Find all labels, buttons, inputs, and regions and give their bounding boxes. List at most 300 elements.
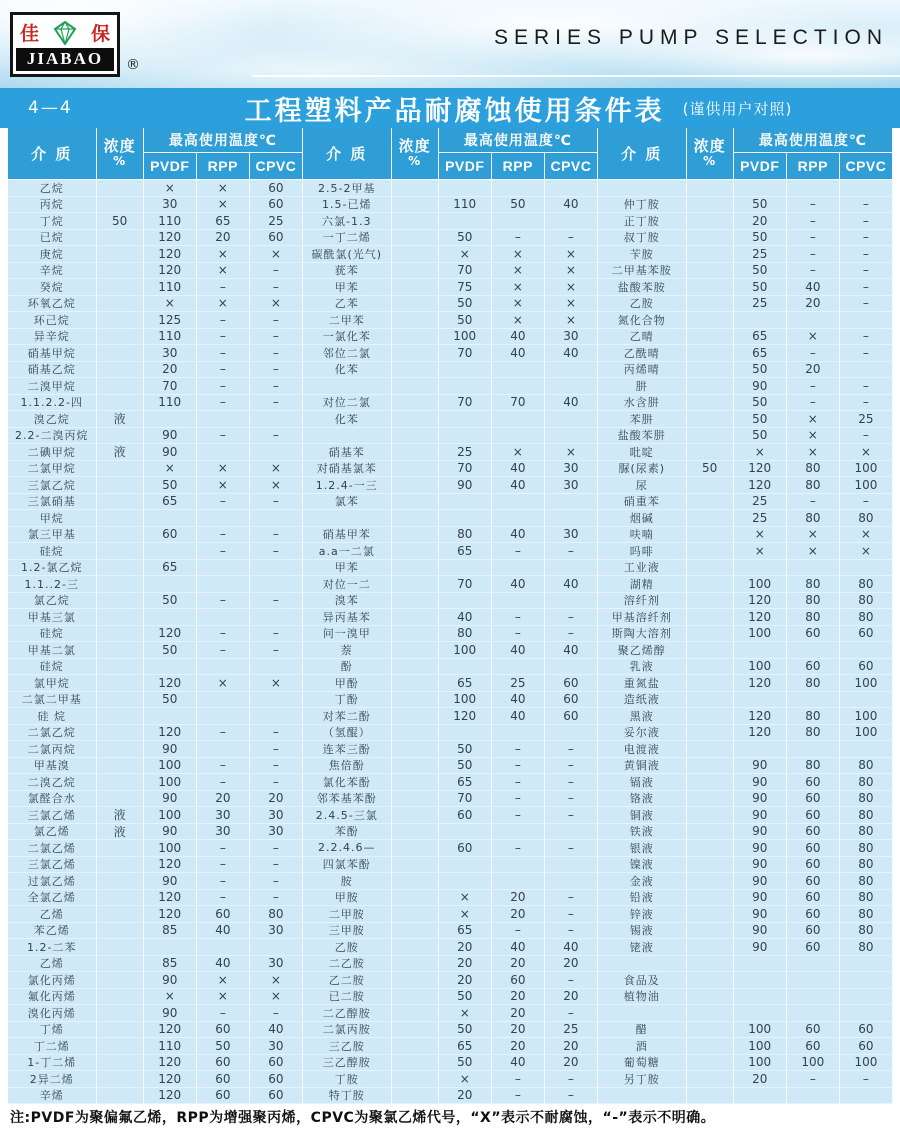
rpp-cell: 60 <box>787 1038 840 1055</box>
rpp-cell: – <box>492 230 545 247</box>
pvdf-cell: 100 <box>734 1038 787 1055</box>
concentration-cell <box>687 1038 734 1055</box>
medium-cell: 莸苯 <box>303 263 392 280</box>
cpvc-cell: 20 <box>545 1038 598 1055</box>
concentration-cell <box>97 560 144 577</box>
medium-cell: 金液 <box>598 873 687 890</box>
cpvc-cell: × <box>840 527 893 544</box>
pvdf-cell <box>734 956 787 973</box>
concentration-cell: 50 <box>687 461 734 478</box>
rpp-cell <box>197 692 250 709</box>
medium-cell: 辛烯 <box>8 1088 97 1105</box>
cpvc-cell: × <box>545 263 598 280</box>
medium-cell: 二甲胺 <box>303 906 392 923</box>
medium-cell: 湖精 <box>598 576 687 593</box>
pvdf-cell: 50 <box>734 230 787 247</box>
medium-cell: 聚乙烯醇 <box>598 642 687 659</box>
rpp-cell <box>197 741 250 758</box>
pvdf-cell: 75 <box>439 279 492 296</box>
pvdf-cell: 90 <box>144 824 197 841</box>
cpvc-cell: – <box>840 494 893 511</box>
medium-cell: 邻苯基苯酚 <box>303 791 392 808</box>
cpvc-cell: – <box>545 972 598 989</box>
cpvc-cell: 40 <box>545 642 598 659</box>
cpvc-cell: 40 <box>545 345 598 362</box>
pvdf-cell: × <box>439 1071 492 1088</box>
medium-cell: 乙烯 <box>8 956 97 973</box>
pvdf-cell: 100 <box>144 807 197 824</box>
cpvc-cell: × <box>545 444 598 461</box>
pvdf-cell <box>144 708 197 725</box>
cpvc-cell: 80 <box>840 807 893 824</box>
concentration-cell <box>687 1055 734 1072</box>
pvdf-cell <box>734 989 787 1006</box>
rpp-cell: 60 <box>787 906 840 923</box>
rpp-cell: – <box>197 873 250 890</box>
pvdf-cell: 90 <box>734 791 787 808</box>
concentration-cell <box>97 461 144 478</box>
page-subtitle: (谨供用户对照) <box>682 99 793 118</box>
rpp-cell: 40 <box>492 527 545 544</box>
pvdf-cell: 50 <box>439 989 492 1006</box>
medium-cell: 酒 <box>598 1038 687 1055</box>
pvdf-cell: 50 <box>734 263 787 280</box>
cpvc-cell: – <box>840 213 893 230</box>
rpp-cell: – <box>787 395 840 412</box>
medium-cell: 1.5-已烯 <box>303 197 392 214</box>
concentration-cell <box>392 477 439 494</box>
rpp-cell <box>197 576 250 593</box>
pvdf-cell: 25 <box>734 246 787 263</box>
pvdf-cell: 50 <box>734 428 787 445</box>
concentration-cell <box>97 543 144 560</box>
medium-cell <box>598 1088 687 1105</box>
concentration-cell <box>687 263 734 280</box>
medium-cell: 硅烷 <box>8 543 97 560</box>
pvdf-cell: 25 <box>439 444 492 461</box>
pvdf-cell <box>439 560 492 577</box>
rpp-cell: – <box>197 725 250 742</box>
medium-cell: 氯乙烷 <box>8 593 97 610</box>
rpp-cell: × <box>787 543 840 560</box>
medium-cell: 甲苯 <box>303 279 392 296</box>
pvdf-cell: 50 <box>734 411 787 428</box>
cpvc-cell: 80 <box>250 906 303 923</box>
medium-cell: 脲(尿素) <box>598 461 687 478</box>
concentration-cell <box>392 758 439 775</box>
medium-cell: 硝基甲烷 <box>8 345 97 362</box>
cpvc-cell: 60 <box>250 180 303 197</box>
medium-cell: 三氯乙烯 <box>8 857 97 874</box>
temp-title: 最高使用温度℃ <box>439 128 598 153</box>
medium-cell: 三乙胺 <box>303 1038 392 1055</box>
rpp-cell: 20 <box>197 791 250 808</box>
cpvc-cell <box>545 428 598 445</box>
concentration-cell <box>97 263 144 280</box>
sky-banner <box>0 0 900 88</box>
rpp-cell: 30 <box>197 824 250 841</box>
medium-cell: a.a一二氯 <box>303 543 392 560</box>
concentration-cell <box>687 444 734 461</box>
cpvc-cell: – <box>545 1005 598 1022</box>
col-header-cpvc: CPVC <box>545 153 598 180</box>
cpvc-cell: × <box>250 246 303 263</box>
pvdf-cell <box>439 510 492 527</box>
pvdf-cell: 65 <box>439 543 492 560</box>
rpp-cell: 60 <box>787 791 840 808</box>
rpp-cell <box>197 560 250 577</box>
rpp-cell: – <box>197 857 250 874</box>
cpvc-cell: – <box>250 345 303 362</box>
medium-cell: 斯陶大溶剂 <box>598 626 687 643</box>
medium-cell: 二氯二甲基 <box>8 692 97 709</box>
cpvc-cell: – <box>250 543 303 560</box>
pvdf-cell: 70 <box>439 263 492 280</box>
pvdf-cell: 100 <box>439 329 492 346</box>
cpvc-cell: 80 <box>840 510 893 527</box>
concentration-cell <box>97 741 144 758</box>
cpvc-cell <box>545 560 598 577</box>
medium-cell: 乳液 <box>598 659 687 676</box>
cpvc-cell: – <box>250 741 303 758</box>
conc-unit: % <box>703 154 717 169</box>
cpvc-cell: 60 <box>545 708 598 725</box>
cpvc-cell: 100 <box>840 477 893 494</box>
rpp-cell: – <box>492 758 545 775</box>
concentration-cell <box>97 378 144 395</box>
cpvc-cell: – <box>545 626 598 643</box>
concentration-cell <box>392 395 439 412</box>
cpvc-cell: 80 <box>840 758 893 775</box>
cpvc-cell: – <box>545 890 598 907</box>
table-body <box>8 180 893 1104</box>
medium-cell: 烟碱 <box>598 510 687 527</box>
cpvc-cell <box>545 824 598 841</box>
concentration-cell <box>687 279 734 296</box>
rpp-cell: 80 <box>787 477 840 494</box>
concentration-cell <box>687 824 734 841</box>
cpvc-cell: 30 <box>250 956 303 973</box>
medium-cell: 铑液 <box>598 939 687 956</box>
cpvc-cell: 20 <box>545 1055 598 1072</box>
pvdf-cell: 100 <box>144 774 197 791</box>
pvdf-cell: 50 <box>144 477 197 494</box>
cpvc-cell: 60 <box>250 1071 303 1088</box>
pvdf-cell: 120 <box>439 708 492 725</box>
pvdf-cell: 50 <box>734 279 787 296</box>
pvdf-cell: 100 <box>144 840 197 857</box>
rpp-cell: 100 <box>787 1055 840 1072</box>
rpp-cell: × <box>787 428 840 445</box>
concentration-cell <box>392 230 439 247</box>
concentration-cell <box>97 1071 144 1088</box>
pvdf-cell: 100 <box>144 758 197 775</box>
concentration-cell <box>392 725 439 742</box>
col-header-pvdf: PVDF <box>144 153 197 180</box>
cpvc-cell: × <box>250 477 303 494</box>
cpvc-cell: – <box>250 312 303 329</box>
concentration-cell <box>392 939 439 956</box>
concentration-cell <box>97 230 144 247</box>
medium-cell: 碳酰氯(光气) <box>303 246 392 263</box>
cpvc-cell: – <box>250 378 303 395</box>
cpvc-cell: – <box>840 230 893 247</box>
concentration-cell <box>392 197 439 214</box>
rpp-cell <box>492 560 545 577</box>
medium-cell: 氯化丙烯 <box>8 972 97 989</box>
pvdf-cell <box>439 411 492 428</box>
medium-cell: 问一溴甲 <box>303 626 392 643</box>
pvdf-cell <box>144 659 197 676</box>
cpvc-cell: – <box>250 279 303 296</box>
pvdf-cell <box>439 857 492 874</box>
cpvc-cell: × <box>840 444 893 461</box>
pvdf-cell: 120 <box>144 857 197 874</box>
rpp-cell: – <box>197 593 250 610</box>
pvdf-cell: 120 <box>144 675 197 692</box>
rpp-cell: – <box>197 1005 250 1022</box>
pvdf-cell: 50 <box>439 741 492 758</box>
pvdf-cell: 110 <box>144 329 197 346</box>
medium-cell: 化苯 <box>303 411 392 428</box>
pvdf-cell: 25 <box>734 296 787 313</box>
cpvc-cell <box>840 741 893 758</box>
medium-cell: 盐酸苯胺 <box>598 279 687 296</box>
medium-cell <box>598 180 687 197</box>
medium-cell: 二溴甲烷 <box>8 378 97 395</box>
medium-cell: 二甲基苯胺 <box>598 263 687 280</box>
concentration-cell <box>97 279 144 296</box>
concentration-cell <box>392 873 439 890</box>
concentration-cell: 液 <box>97 411 144 428</box>
concentration-cell <box>392 626 439 643</box>
title-bar <box>0 88 900 128</box>
rpp-cell: × <box>492 444 545 461</box>
rpp-cell: – <box>197 890 250 907</box>
rpp-cell: 80 <box>787 675 840 692</box>
cpvc-cell: 100 <box>840 1055 893 1072</box>
concentration-cell <box>687 411 734 428</box>
pvdf-cell: 125 <box>144 312 197 329</box>
medium-cell: 三氯硝基 <box>8 494 97 511</box>
concentration-cell <box>392 906 439 923</box>
rpp-cell: 60 <box>197 1088 250 1105</box>
pvdf-cell: 90 <box>734 873 787 890</box>
pvdf-cell: 65 <box>439 774 492 791</box>
cpvc-cell: 100 <box>840 675 893 692</box>
concentration-cell <box>392 560 439 577</box>
concentration-cell <box>687 543 734 560</box>
medium-cell: 乙酰晴 <box>598 345 687 362</box>
cpvc-cell: – <box>250 494 303 511</box>
cpvc-cell: – <box>545 1071 598 1088</box>
concentration-cell <box>687 395 734 412</box>
concentration-cell <box>97 642 144 659</box>
rpp-cell <box>787 972 840 989</box>
medium-cell: 尿 <box>598 477 687 494</box>
col-header-concentration <box>687 128 734 180</box>
pvdf-cell: 80 <box>439 626 492 643</box>
concentration-cell <box>97 906 144 923</box>
pvdf-cell: 120 <box>144 890 197 907</box>
medium-cell: 植物油 <box>598 989 687 1006</box>
concentration-cell <box>97 1022 144 1039</box>
medium-cell: 氯醛合水 <box>8 791 97 808</box>
rpp-cell <box>197 659 250 676</box>
pvdf-cell: 120 <box>734 593 787 610</box>
rpp-cell <box>787 180 840 197</box>
cpvc-cell: 80 <box>840 609 893 626</box>
cpvc-cell: 30 <box>545 329 598 346</box>
medium-cell: 六氯-1.3 <box>303 213 392 230</box>
cpvc-cell <box>840 1088 893 1105</box>
medium-cell: 另丁胺 <box>598 1071 687 1088</box>
medium-cell: 二氯丙胺 <box>303 1022 392 1039</box>
col-header-medium: 介 质 <box>303 128 392 180</box>
rpp-cell: 60 <box>787 824 840 841</box>
rpp-cell: 20 <box>492 906 545 923</box>
conc-unit: % <box>113 154 127 169</box>
cpvc-cell <box>250 444 303 461</box>
concentration-cell <box>97 395 144 412</box>
cpvc-cell <box>840 642 893 659</box>
concentration-cell <box>392 312 439 329</box>
rpp-cell: × <box>197 246 250 263</box>
rpp-cell: 40 <box>492 692 545 709</box>
medium-cell: 乙胺 <box>598 296 687 313</box>
rpp-cell <box>492 593 545 610</box>
rpp-cell: × <box>197 972 250 989</box>
rpp-cell: × <box>197 477 250 494</box>
concentration-cell <box>687 857 734 874</box>
medium-cell: 已烷 <box>8 230 97 247</box>
medium-cell: 氮化合物 <box>598 312 687 329</box>
rpp-cell <box>197 444 250 461</box>
medium-cell: 对位一二 <box>303 576 392 593</box>
cpvc-cell: × <box>840 543 893 560</box>
medium-cell: 镍液 <box>598 857 687 874</box>
concentration-cell <box>97 972 144 989</box>
pvdf-cell: 70 <box>439 576 492 593</box>
cpvc-cell: × <box>250 989 303 1006</box>
medium-cell: 对位二氯 <box>303 395 392 412</box>
rpp-cell: – <box>197 329 250 346</box>
concentration-cell <box>97 873 144 890</box>
pvdf-cell: 120 <box>734 725 787 742</box>
medium-cell: 氯三甲基 <box>8 527 97 544</box>
medium-cell: 食品及 <box>598 972 687 989</box>
concentration-cell <box>687 213 734 230</box>
concentration-cell <box>687 428 734 445</box>
medium-cell: 乙烷 <box>8 180 97 197</box>
rpp-cell: – <box>787 345 840 362</box>
cpvc-cell <box>840 972 893 989</box>
concentration-cell <box>97 246 144 263</box>
concentration-cell <box>687 626 734 643</box>
cpvc-cell: 20 <box>250 791 303 808</box>
concentration-cell <box>392 741 439 758</box>
rpp-cell: – <box>197 626 250 643</box>
cpvc-cell: – <box>250 1005 303 1022</box>
rpp-cell: 60 <box>787 840 840 857</box>
rpp-cell: × <box>197 263 250 280</box>
rpp-cell: – <box>197 758 250 775</box>
concentration-cell <box>687 345 734 362</box>
pvdf-cell: 100 <box>734 576 787 593</box>
medium-cell: 1-丁二烯 <box>8 1055 97 1072</box>
rpp-cell: 70 <box>492 395 545 412</box>
medium-cell: 辛烷 <box>8 263 97 280</box>
medium-cell: 丁烷 <box>8 213 97 230</box>
medium-cell: 1.1..2-三 <box>8 576 97 593</box>
concentration-cell <box>392 279 439 296</box>
rpp-cell <box>492 362 545 379</box>
medium-cell: 乙晴 <box>598 329 687 346</box>
concentration-cell <box>97 180 144 197</box>
medium-cell: 1.2.4-一三 <box>303 477 392 494</box>
pvdf-cell: × <box>144 296 197 313</box>
rpp-cell: 60 <box>197 906 250 923</box>
medium-cell: 过氯乙烯 <box>8 873 97 890</box>
conc-unit: % <box>408 154 422 169</box>
medium-cell: 1.2-二苯 <box>8 939 97 956</box>
cpvc-cell: – <box>545 923 598 940</box>
pvdf-cell: 85 <box>144 923 197 940</box>
rpp-cell: – <box>492 807 545 824</box>
pvdf-cell: 40 <box>439 609 492 626</box>
medium-cell: 二氯丙烷 <box>8 741 97 758</box>
medium-cell: 乙二胺 <box>303 972 392 989</box>
pvdf-cell: 85 <box>144 956 197 973</box>
pvdf-cell: 90 <box>734 857 787 874</box>
pvdf-cell: 65 <box>144 560 197 577</box>
concentration-cell <box>687 956 734 973</box>
cpvc-cell: × <box>250 972 303 989</box>
cpvc-cell: 40 <box>250 1022 303 1039</box>
col-header-concentration <box>392 128 439 180</box>
pvdf-cell: 90 <box>734 906 787 923</box>
pvdf-cell: 50 <box>439 296 492 313</box>
pvdf-cell <box>734 180 787 197</box>
cpvc-cell: – <box>250 873 303 890</box>
temp-title: 最高使用温度℃ <box>734 128 893 153</box>
pvdf-cell: 90 <box>144 741 197 758</box>
medium-cell: 甲苯 <box>303 560 392 577</box>
pvdf-cell: 100 <box>734 659 787 676</box>
pvdf-cell: 120 <box>144 263 197 280</box>
concentration-cell <box>392 1055 439 1072</box>
concentration-cell <box>392 444 439 461</box>
pvdf-cell: 100 <box>439 642 492 659</box>
cpvc-cell: × <box>545 279 598 296</box>
cpvc-cell: 60 <box>250 1055 303 1072</box>
concentration-cell <box>687 296 734 313</box>
rpp-cell <box>787 741 840 758</box>
cpvc-cell: – <box>545 791 598 808</box>
concentration-cell <box>97 791 144 808</box>
cpvc-cell <box>840 362 893 379</box>
concentration-cell <box>97 1038 144 1055</box>
pvdf-cell: 120 <box>144 1088 197 1105</box>
cpvc-cell: 40 <box>545 939 598 956</box>
pvdf-cell: 50 <box>734 362 787 379</box>
pvdf-cell: 60 <box>439 807 492 824</box>
concentration-cell <box>97 989 144 1006</box>
medium-cell: 黑液 <box>598 708 687 725</box>
concentration-cell <box>687 1022 734 1039</box>
rpp-cell: × <box>787 411 840 428</box>
medium-cell: 电渡液 <box>598 741 687 758</box>
